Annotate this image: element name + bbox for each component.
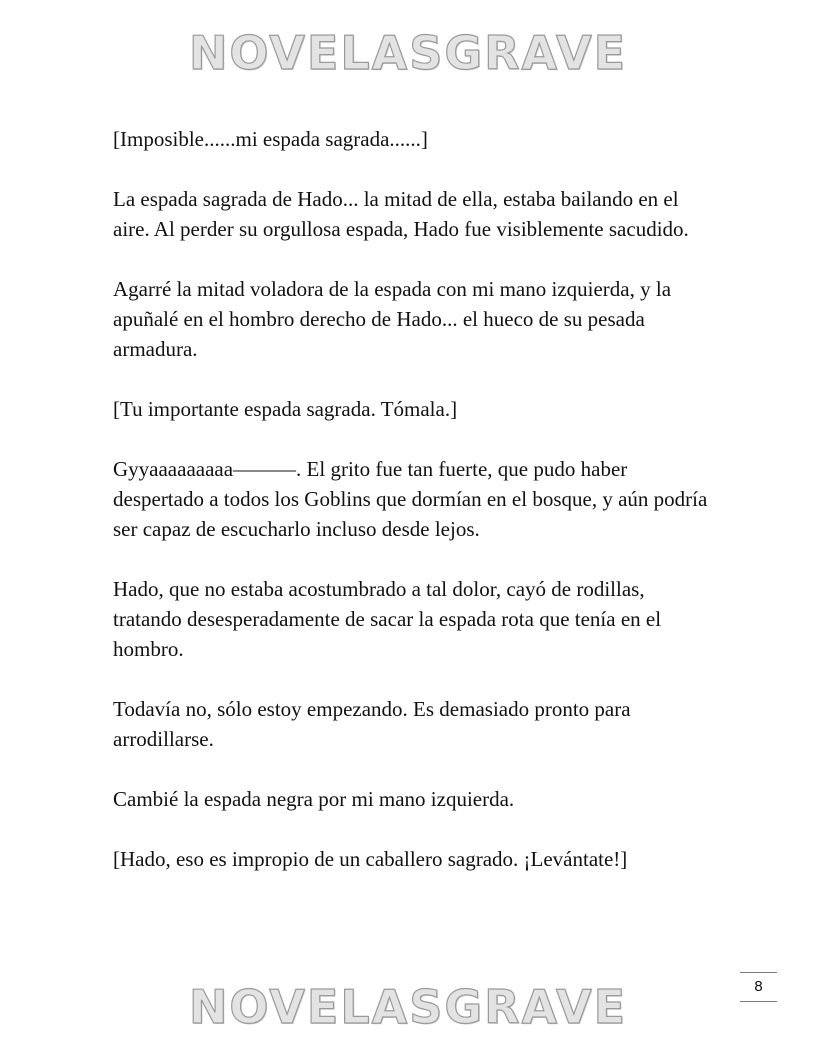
paragraph-6: Hado, que no estaba acostumbrado a tal dolor, cayó de rodillas, tratando desesperadamente de sacar la espada rota que tenía en el hombro.: [113, 577, 662, 661]
document-body: [113, 124, 713, 904]
paragraph-1: [Imposible......mi espada sagrada......]: [113, 127, 428, 151]
paragraph-2: La espada sagrada de Hado... la mitad de ella, estaba bailando en el aire. Al perder su orgullosa espada, Hado fue visiblemente sacudido.: [113, 187, 689, 241]
paragraph-3: Agarré la mitad voladora de la espada con mi mano izquierda, y la apuñalé en el hombro derecho de Hado... el hueco de su pesada armadura.: [113, 277, 672, 361]
page-number: 8: [740, 972, 777, 1002]
paragraph-5: Gyyaaaaaaaaa———. El grito fue tan fuerte, que pudo haber despertado a todos los Goblins que dormían en el bosque, y aún podría ser capaz de escucharlo incluso desde lejos.: [113, 457, 708, 541]
header-watermark-logo: NOVELASGRAVE: [188, 26, 628, 80]
footer-watermark-logo: NOVELASGRAVE: [188, 980, 628, 1034]
paragraph-8: Cambié la espada negra por mi mano izquierda.: [113, 787, 515, 811]
paragraph-4: [Tu importante espada sagrada. Tómala.]: [113, 397, 458, 421]
paragraph-9: [Hado, eso es impropio de un caballero sagrado. ¡Levántate!]: [113, 847, 628, 871]
paragraph-7: Todavía no, sólo estoy empezando. Es demasiado pronto para arrodillarse.: [113, 697, 631, 751]
